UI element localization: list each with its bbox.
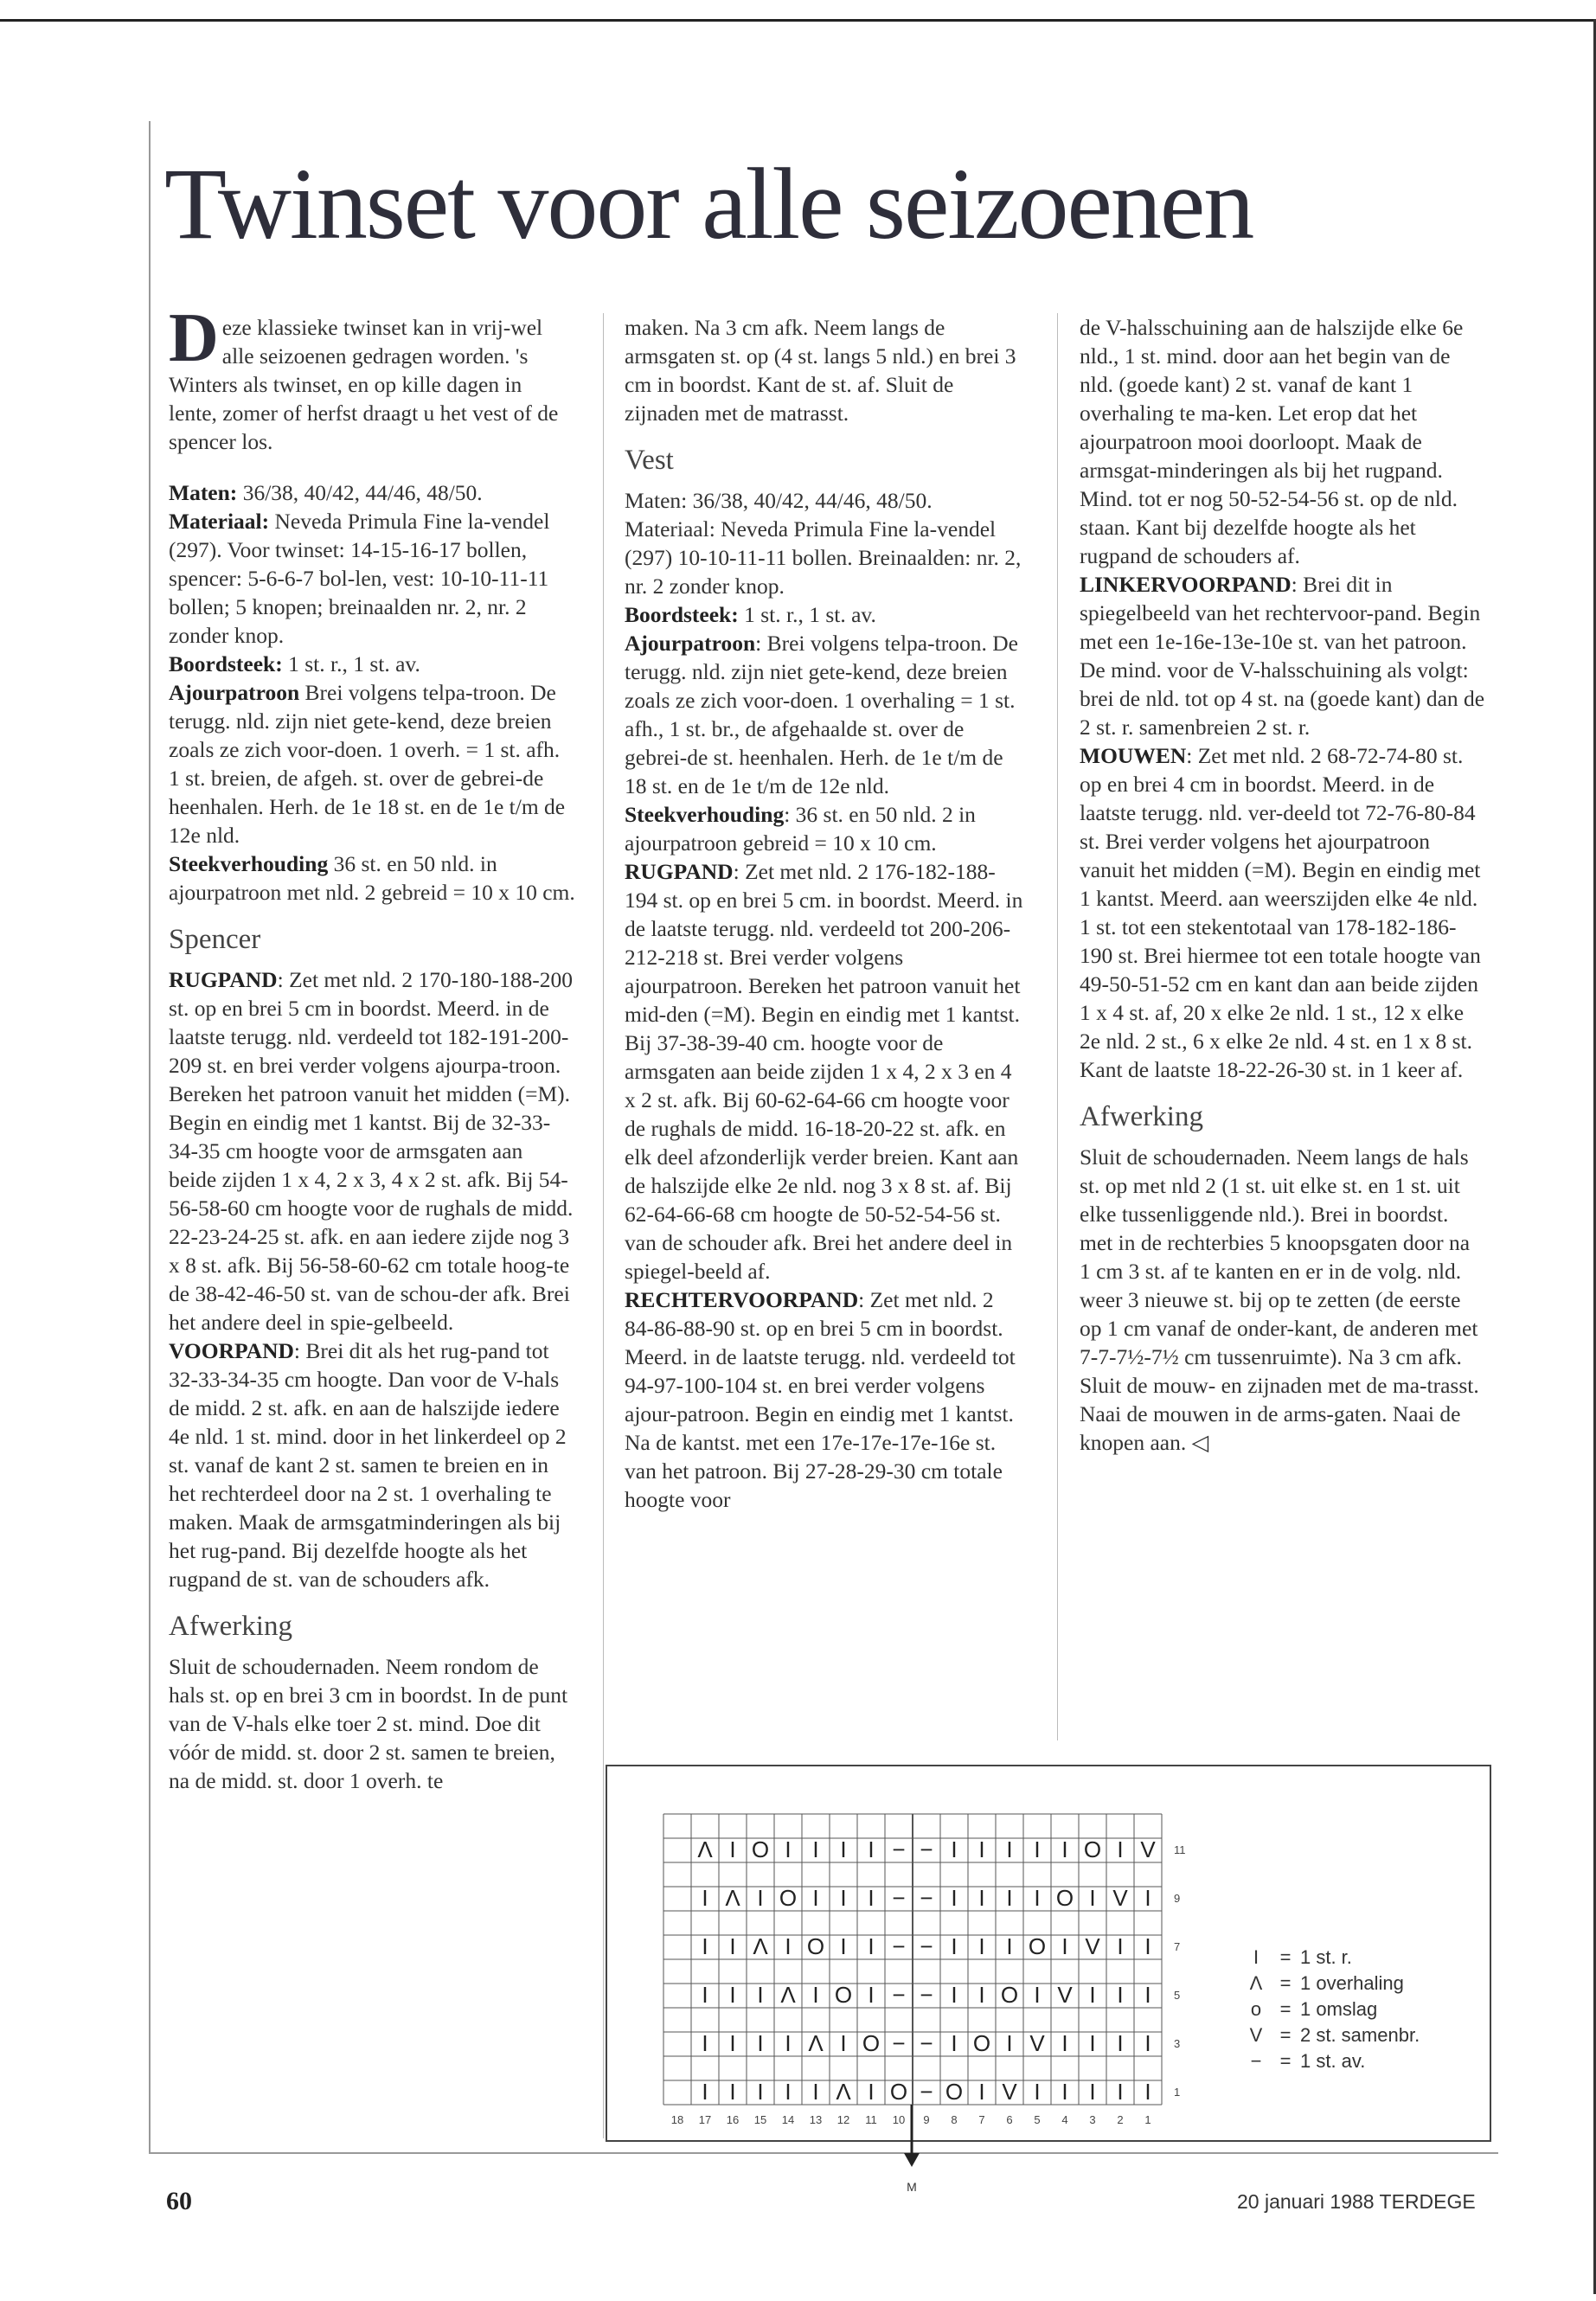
chart-cell-symbol: I bbox=[729, 1932, 736, 1959]
chart-cell-symbol: I bbox=[1144, 2078, 1151, 2105]
spencer-rugpand: RUGPAND: Zet met nld. 2 170-180-188-200 st. op en brei 5 cm in boordst. Meerd. in de laatste terugg. nld. verdeeld tot 182-191-200-209 st. en brei verder volgens ajourpa-troon. Bereken het patroon vanuit het midden (=M). Begin en eindig met 1 kantst. Bij de 32-33-34-35 cm hoogte voor de armsgaten aan beide zijden 1 x 4, 2 x 3, 4 x 2 st. afk. Bij 54-56-58-60 cm hoogte voor de rughals de midd. 22-23-24-25 st. afk. en aan iedere zijde nog 3 x 8 st. afk. Bij 56-58-60-62 cm totale hoog-te de 38-42-46-50 st. van de schou-der afk. Brei het andere deel in spie-gelbeeld. bbox=[169, 967, 574, 1335]
chart-cell-symbol: O bbox=[751, 1836, 770, 1862]
chart-row-number: 1 bbox=[1174, 2085, 1181, 2099]
chart-cell-symbol: O bbox=[1083, 1836, 1102, 1862]
bottom-rule bbox=[149, 2152, 1498, 2154]
chart-cell-symbol: − bbox=[920, 2029, 933, 2056]
chart-cell-symbol: I bbox=[1089, 2078, 1096, 2105]
chart-cell-symbol: V bbox=[1112, 1884, 1128, 1911]
chart-cell-symbol: I bbox=[978, 1836, 985, 1862]
vest-afwerking-heading: Afwerking bbox=[1080, 1101, 1203, 1132]
chart-cell-symbol: I bbox=[702, 1932, 708, 1959]
chart-cell-symbol: I bbox=[729, 1981, 736, 2008]
chart-cell-symbol: I bbox=[702, 1981, 708, 2008]
chart-cell-symbol: − bbox=[892, 1836, 906, 1862]
chart-cell-symbol: − bbox=[920, 1836, 933, 1862]
chart-column-number: 13 bbox=[809, 2113, 823, 2126]
chart-cell-symbol: I bbox=[1117, 1932, 1124, 1959]
chart-column-number: 16 bbox=[726, 2113, 740, 2126]
chart-cell-symbol: O bbox=[1028, 1932, 1047, 1959]
intro-paragraph: Deze klassieke twinset kan in vrij-wel alle seizoenen gedragen worden. 's Winters als twinset, en op kille dagen in lente, zomer of herfst draagt u het vest of de spencer los. bbox=[169, 300, 559, 454]
chart-cell-symbol: O bbox=[1055, 1884, 1074, 1911]
chart-cell-symbol: I bbox=[1061, 2078, 1068, 2105]
chart-cell-symbol: I bbox=[812, 2078, 819, 2105]
chart-cell-symbol: I bbox=[978, 1884, 985, 1911]
chart-cell-symbol: I bbox=[1117, 1981, 1124, 2008]
vest-linkervoorpand: LINKERVOORPAND: Brei dit in spiegelbeeld van het rechtervoor-pand. Begin met een 1e-16e-13e-10e st. van het patroon. De mind. voor de V-halsschuining als volgt: brei de nld. tot op 4 st. na (goede kant) dan de 2 st. r. samenbreien 2 st. r. bbox=[1080, 572, 1485, 740]
chart-cell-symbol: − bbox=[920, 1981, 933, 2008]
vest-rechtervoorpand-continued: de V-halsschuining aan de halszijde elke 6e nld., 1 st. mind. door aan het begin van de nld. (goede kant) 2 st. vanaf de kant 1 overhaling te ma-ken. Let erop dat het ajourpatroon mooi doorloopt. Maak de armsgat-minderingen als bij het rugpand. Mind. tot er nog 50-52-54-56 st. op de nld. staan. Kant bij dezelfde hoogte als het rugpand de schouders af. bbox=[1080, 315, 1464, 568]
chart-cell-symbol: I bbox=[1006, 2029, 1013, 2056]
chart-cell-symbol: Λ bbox=[725, 1884, 740, 1911]
chart-cell-symbol: V bbox=[1085, 1932, 1100, 1959]
chart-cell-symbol: I bbox=[1089, 2029, 1096, 2056]
chart-column-number: 9 bbox=[923, 2113, 930, 2126]
chart-column-number: 2 bbox=[1117, 2113, 1124, 2126]
chart-cell-symbol: I bbox=[1117, 2078, 1124, 2105]
chart-cell-symbol: I bbox=[702, 2029, 708, 2056]
chart-column-number: 4 bbox=[1061, 2113, 1068, 2126]
issue-date: 20 januari 1988 TERDEGE bbox=[1237, 2190, 1476, 2213]
chart-cell-symbol: I bbox=[729, 1836, 736, 1862]
legend-row: Λ = 1 overhaling bbox=[1249, 1972, 1404, 1994]
chart-cell-symbol: I bbox=[1034, 1884, 1041, 1911]
chart-cell-symbol: Λ bbox=[808, 2029, 824, 2056]
chart-cell-symbol: I bbox=[785, 1836, 792, 1862]
chart-cell-symbol: I bbox=[1144, 2029, 1151, 2056]
chart-cell-symbol: V bbox=[1002, 2078, 1017, 2105]
chart-row-number: 11 bbox=[1174, 1843, 1186, 1856]
chart-cell-symbol: Λ bbox=[836, 2078, 851, 2105]
chart-cell-symbol: − bbox=[920, 1884, 933, 1911]
vest-boordsteek: Boordsteek: 1 st. r., 1 st. av. bbox=[625, 602, 876, 627]
left-rule bbox=[149, 121, 151, 2154]
chart-column-number: 12 bbox=[836, 2113, 850, 2126]
chart-cell-symbol: I bbox=[868, 1884, 875, 1911]
chart-cell-symbol: I bbox=[951, 1981, 958, 2008]
materiaal: Materiaal: Neveda Primula Fine la-vendel (297). Voor twinset: 14-15-16-17 bollen, spencer: 5-6-6-7 bol-len, vest: 10-10-11-11 bollen; 5 knopen; breinaalden nr. 2, nr. 2 zonder knop. bbox=[169, 509, 550, 648]
chart-cell-symbol: I bbox=[1061, 1836, 1068, 1862]
chart-cell-symbol: I bbox=[978, 2078, 985, 2105]
chart-cell-symbol: I bbox=[1061, 2029, 1068, 2056]
chart-cell-symbol: I bbox=[951, 1836, 958, 1862]
column-3 bbox=[1080, 313, 1486, 1457]
legend-row: V = 2 st. samenbr. bbox=[1249, 2024, 1420, 2046]
chart-cell-symbol: Λ bbox=[753, 1932, 768, 1959]
chart-cell-symbol: I bbox=[868, 1932, 875, 1959]
drop-cap: D bbox=[169, 300, 219, 376]
spencer-afwerking-continued: maken. Na 3 cm afk. Neem langs de armsgaten st. op (4 st. langs 5 nld.) en brei 3 cm in boordst. Kant de st. af. Sluit de zijnaden met de matrasst. bbox=[625, 315, 1016, 426]
chart-cell-symbol: I bbox=[1144, 1884, 1151, 1911]
page-number: 60 bbox=[166, 2187, 192, 2215]
chart-cell-symbol: I bbox=[951, 1932, 958, 1959]
chart-cell-symbol: − bbox=[892, 1884, 906, 1911]
chart-cell-symbol: O bbox=[945, 2078, 964, 2105]
chart-row-number: 9 bbox=[1174, 1891, 1181, 1905]
chart-cell-symbol: I bbox=[1006, 1836, 1013, 1862]
chart-cell-symbol: I bbox=[840, 1884, 847, 1911]
center-marker-label: M bbox=[907, 2180, 917, 2194]
chart-row-number: 5 bbox=[1174, 1988, 1181, 2002]
chart-column-number: 18 bbox=[670, 2113, 684, 2126]
chart-cell-symbol: V bbox=[1140, 1836, 1156, 1862]
chart-cell-symbol: I bbox=[785, 2029, 792, 2056]
chart-column-number: 17 bbox=[698, 2113, 712, 2126]
chart-cell-symbol: Λ bbox=[780, 1981, 796, 2008]
chart-cell-symbol: I bbox=[1034, 2078, 1041, 2105]
vest-mouwen: MOUWEN: Zet met nld. 2 68-72-74-80 st. op en brei 4 cm in boordst. Meerd. in de laatste terugg. nld. ver-deeld tot 72-76-80-84 st. Brei verder volgens het ajourpatroon vanuit het midden (=M). Begin en eindig met 1 kantst. Meerd. aan weerszijden elke 4e nld. 1 st. tot een stekentotaal van 178-182-186-190 st. Brei hiermee tot een totale hoogte van 49-50-51-52 cm en kant dan aan beide zijden 1 x 4 st. af, 20 x elke 2e nld. 1 st., 12 x elke 2e nld. 2 st., 6 x elke 2e nld. 4 st. en 1 x 8 st. Kant de laatste 18-22-26-30 st. in 1 keer af. bbox=[1080, 743, 1481, 1082]
chart-cell-symbol: V bbox=[1029, 2029, 1045, 2056]
chart-cell-symbol: O bbox=[779, 1884, 798, 1911]
chart-cell-symbol: I bbox=[812, 1884, 819, 1911]
chart-cell-symbol: I bbox=[785, 1932, 792, 1959]
page-title: Twinset voor alle seizoenen bbox=[164, 147, 1253, 260]
chart-cell-symbol: I bbox=[1144, 1981, 1151, 2008]
chart-column-number: 15 bbox=[753, 2113, 767, 2126]
chart-column-number: 3 bbox=[1089, 2113, 1096, 2126]
chart-cell-symbol: I bbox=[868, 1981, 875, 2008]
spencer-voorpand: VOORPAND: Brei dit als het rug-pand tot 32-33-34-35 cm hoogte. Dan voor de V-hals de midd. 2 st. afk. en aan de halszijde iedere 4e nld. 1 st. mind. door in het linkerdeel op 2 st. vanaf de kant 2 st. samen te breien en in het rechterdeel door na 2 st. 1 overhaling te maken. Maak de armsgatminderingen als bij het rug-pand. Bij dezelfde hoogte als het rugpand de st. van de schouders afk. bbox=[169, 1338, 567, 1592]
chart-cell-symbol: − bbox=[892, 2029, 906, 2056]
vest-maten: Maten: 36/38, 40/42, 44/46, 48/50. bbox=[625, 488, 933, 513]
chart-cell-symbol: V bbox=[1057, 1981, 1073, 2008]
chart-cell-symbol: I bbox=[757, 2029, 764, 2056]
chart-cell-symbol: O bbox=[1000, 1981, 1019, 2008]
chart-cell-symbol: O bbox=[889, 2078, 908, 2105]
chart-cell-symbol: I bbox=[1089, 1884, 1096, 1911]
legend-row: o = 1 omslag bbox=[1250, 1998, 1378, 2020]
legend-row: I = 1 st. r. bbox=[1253, 1946, 1352, 1968]
ajourpatroon: Ajourpatroon Brei volgens telpa-troon. De terugg. nld. zijn niet gete-kend, deze breien zoals ze zich voor-doen. 1 overh. = 1 st. afh. 1 st. breien, de afgeh. st. over de gebrei-de heenhalen. Herh. de 1e 18 st. en de 1e t/m de 12e nld. bbox=[169, 680, 566, 848]
vest-ajourpatroon: Ajourpatroon: Brei volgens telpa-troon. De terugg. nld. zijn niet gete-kend, deze breien zoals ze zich voor-doen. 1 overhaling = 1 st. afh., 1 st. br., de afgehaalde st. over de gebrei-de st. heenhalen. Herh. de 1e t/m de 18 st. en de 1e t/m de 12e nld. bbox=[625, 631, 1018, 798]
end-mark-icon: ◁ bbox=[1191, 1430, 1209, 1455]
column-2 bbox=[625, 313, 1027, 1514]
boordsteek: Boordsteek: 1 st. r., 1 st. av. bbox=[169, 651, 420, 676]
chart-cell-symbol: − bbox=[892, 1932, 906, 1959]
legend-row: − = 1 st. av. bbox=[1250, 2050, 1366, 2072]
chart-cell-symbol: − bbox=[920, 1932, 933, 1959]
top-border bbox=[0, 19, 1596, 22]
vest-materiaal: Materiaal: Neveda Primula Fine la-vendel (297) 10-10-11-11 bollen. Breinaalden: nr. 2, nr. 2 zonder knop. bbox=[625, 516, 1022, 599]
spencer-heading: Spencer bbox=[169, 924, 261, 955]
chart-column-number: 1 bbox=[1144, 2113, 1151, 2126]
chart-cell-symbol: I bbox=[1006, 1884, 1013, 1911]
chart-row-number: 7 bbox=[1174, 1939, 1181, 1953]
chart-cell-symbol: I bbox=[840, 1836, 847, 1862]
chart-cell-symbol: I bbox=[702, 1884, 708, 1911]
chart-column-number: 7 bbox=[978, 2113, 985, 2126]
vest-rechtervoorpand: RECHTERVOORPAND: Zet met nld. 2 84-86-88-90 st. op en brei 5 cm in boordst. Meerd. in de laatste terugg. nld. verdeeld tot 94-97-100-104 st. en brei verder volgens ajour-patroon. Begin en eindig met 1 kantst. Na de kantst. met een 17e-17e-17e-16e st. van het patroon. Bij 27-28-29-30 cm totale hoogte voor bbox=[625, 1287, 1016, 1512]
column-1 bbox=[169, 300, 575, 1795]
chart-cell-symbol: I bbox=[812, 1981, 819, 2008]
chart-cell-symbol: I bbox=[757, 1884, 764, 1911]
chart-cell-symbol: O bbox=[806, 1932, 825, 1959]
chart-column-number: 10 bbox=[892, 2113, 906, 2126]
spencer-afwerking: Sluit de schoudernaden. Neem rondom de hals st. op en brei 3 cm in boordst. In de punt van de V-hals elke toer 2 st. mind. Doe dit vóór de midd. st. door 2 st. samen te breien, na de midd. st. door 1 overh. te bbox=[169, 1654, 568, 1793]
vest-heading: Vest bbox=[625, 445, 674, 476]
chart-cell-symbol: − bbox=[892, 1981, 906, 2008]
vest-afwerking: Sluit de schoudernaden. Neem langs de hals st. op met nld 2 (1 st. uit elke st. en 1 st. uit elke tussenliggende nld.). Brei in boordst. met in de rechterbies 5 knoopsgaten door na 1 cm 3 st. af te kanten en er in de volg. nld. weer 3 nieuwe st. bij op te zetten (de eerste op 1 cm vanaf de onder-kant, de anderen met 7-7-7½-7½ cm tussenruimte). Na 3 cm afk. Sluit de mouw- en zijnaden met de ma-trasst. Naai de mouwen in de arms-gaten. Naai de knopen aan. ◁ bbox=[1080, 1144, 1479, 1455]
chart-cell-symbol: I bbox=[840, 1932, 847, 1959]
center-marker-arrow-icon bbox=[904, 2153, 920, 2167]
chart-cell-symbol: I bbox=[951, 1884, 958, 1911]
chart-cell-symbol: O bbox=[972, 2029, 991, 2056]
chart-cell-symbol: I bbox=[1117, 2029, 1124, 2056]
chart-cell-symbol: − bbox=[920, 2078, 933, 2105]
chart-column-number: 6 bbox=[1006, 2113, 1013, 2126]
chart-cell-symbol: I bbox=[1006, 1932, 1013, 1959]
chart-cell-symbol: I bbox=[868, 2078, 875, 2105]
chart-cell-symbol: I bbox=[1089, 1981, 1096, 2008]
chart-cell-symbol: I bbox=[729, 2078, 736, 2105]
vest-steekverhouding: Steekverhouding: 36 st. en 50 nld. 2 in ajourpatroon gebreid = 10 x 10 cm. bbox=[625, 802, 976, 856]
chart-row-number: 3 bbox=[1174, 2036, 1181, 2050]
chart-cell-symbol: I bbox=[951, 2029, 958, 2056]
chart-column-number: 8 bbox=[951, 2113, 958, 2126]
chart-cell-symbol: I bbox=[868, 1836, 875, 1862]
chart-legend bbox=[1241, 1945, 1420, 2074]
maten: Maten: 36/38, 40/42, 44/46, 48/50. bbox=[169, 480, 483, 505]
chart-column-number: 11 bbox=[865, 2113, 877, 2126]
chart-cell-symbol: I bbox=[840, 2029, 847, 2056]
chart-cell-symbol: O bbox=[834, 1981, 853, 2008]
chart-cell-symbol: Λ bbox=[697, 1836, 713, 1862]
column-divider-1 bbox=[603, 313, 604, 2138]
chart-cell-symbol: I bbox=[729, 2029, 736, 2056]
chart-cell-symbol: I bbox=[1034, 1981, 1041, 2008]
chart-cell-symbol: I bbox=[1034, 1836, 1041, 1862]
chart-column-number: 5 bbox=[1034, 2113, 1041, 2126]
chart-cell-symbol: I bbox=[702, 2078, 708, 2105]
chart-cell-symbol: I bbox=[1117, 1836, 1124, 1862]
chart-cell-symbol: I bbox=[978, 1932, 985, 1959]
spencer-afwerking-heading: Afwerking bbox=[169, 1611, 292, 1642]
chart-cell-symbol: I bbox=[978, 1981, 985, 2008]
chart-cell-symbol: I bbox=[812, 1836, 819, 1862]
chart-cell-symbol: I bbox=[785, 2078, 792, 2105]
chart-cell-symbol: I bbox=[1061, 1932, 1068, 1959]
vest-rugpand: RUGPAND: Zet met nld. 2 176-182-188-194 st. op en brei 5 cm. in boordst. Meerd. in de laatste terugg. nld. verdeeld tot 200-206-212-218 st. Brei verder volgens ajourpatroon. Bereken het patroon vanuit het mid-den (=M). Begin en eindig met 1 kantst. Bij 37-38-39-40 cm. hoogte voor de armsgaten aan beide zijden 1 x 4, 2 x 3 en 4 x 2 st. afk. Bij 60-62-64-66 cm hoogte voor de rughals de midd. 16-18-20-22 st. afk. en elk deel afzonderlijk verder breien. Kant aan de halszijde elke 2e nld. nog 3 x 8 st. af. Bij 62-64-66-68 cm hoogte de 50-52-54-56 st. van de schouder afk. Brei het andere deel in spiegel-beeld af. bbox=[625, 859, 1023, 1284]
chart-column-number: 14 bbox=[781, 2113, 795, 2126]
steekverhouding: Steekverhouding 36 st. en 50 nld. in ajourpatroon met nld. 2 gebreid = 10 x 10 cm. bbox=[169, 851, 575, 905]
chart-cell-symbol: O bbox=[862, 2029, 881, 2056]
chart-cell-symbol: I bbox=[757, 2078, 764, 2105]
chart-cell-symbol: I bbox=[1144, 1932, 1151, 1959]
chart-cell-symbol: I bbox=[757, 1981, 764, 2008]
column-divider-2 bbox=[1057, 313, 1058, 1740]
